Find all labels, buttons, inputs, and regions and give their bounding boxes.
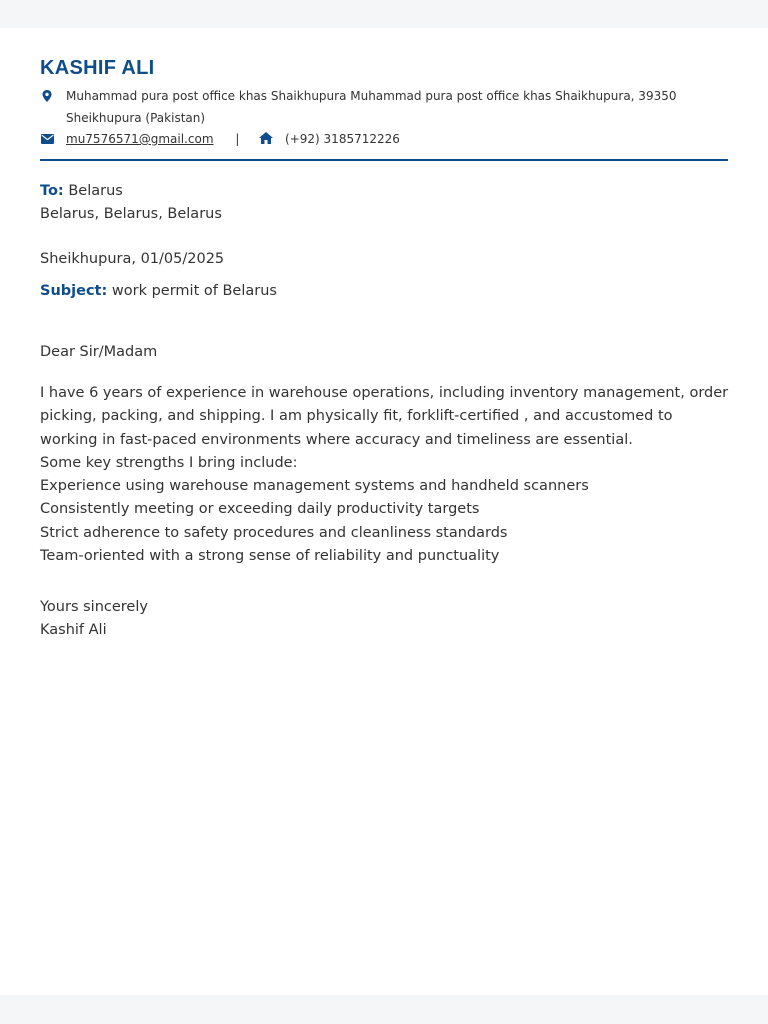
letter-body [40,382,730,568]
subject-line [40,280,730,303]
strength-item: Experience using warehouse management systems and handheld scanners [40,478,589,495]
sender-address: Muhammad pura post office khas Shaikhupura Muhammad pura post office khas Shaikhupura, 39350 Sheikhupura (Pakistan) [66,89,677,125]
valediction: Yours sincerely [40,599,148,615]
recipient-address: Belarus, Belarus, Belarus [40,206,222,223]
strength-item: Team-oriented with a strong sense of reliability and punctuality [40,548,500,565]
address-row [40,85,720,129]
subject-label: Subject: [40,283,108,299]
recipient-label: To: [40,183,64,199]
strength-item: Strict adherence to safety procedures and cleanliness standards [40,524,508,541]
map-marker-icon [40,90,54,102]
envelope-icon [40,133,54,145]
letter-page [0,28,768,995]
closing-block [40,596,730,643]
recipient-block [40,180,730,227]
recipient-name: Belarus [68,183,123,199]
header-divider [40,159,728,161]
subject-text: work permit of Belarus [111,283,277,299]
email-link[interactable]: mu7576571@gmail.com [66,132,214,146]
signature: Kashif Ali [40,622,107,639]
contact-separator: | [235,132,240,146]
strength-item: Consistently meeting or exceeding daily productivity targets [40,501,480,518]
contact-row [40,128,720,150]
home-icon [259,129,273,141]
sender-name: KASHIF ALI [40,57,155,79]
strengths-intro: Some key strengths I bring include: [40,454,298,471]
intro-paragraph: I have 6 years of experience in warehouse operations, including inventory management, order picking, packing, and shipping. I am physically fit, forklift-certified , and accustomed to working in fast-paced environments where accuracy and timeliness are essential. [40,385,729,448]
salutation: Dear Sir/Madam [40,344,158,360]
dateline: Sheikhupura, 01/05/2025 [40,251,225,267]
phone-number: (+92) 3185712226 [285,132,400,146]
